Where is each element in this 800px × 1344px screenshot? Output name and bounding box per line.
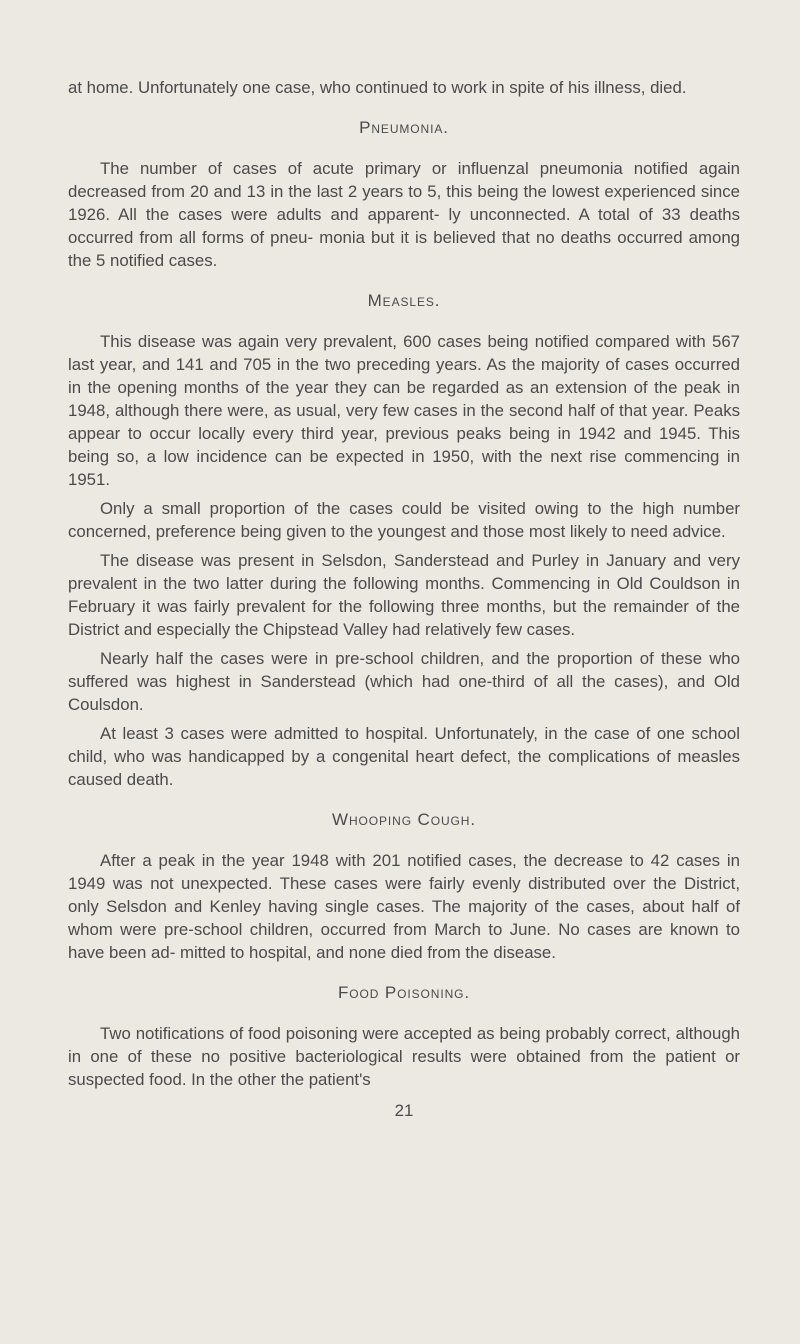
paragraph: Only a small proportion of the cases could be visited owing to the high number concerned, preference being given to the youngest and those most likely to need advice.	[68, 499, 740, 541]
paragraph: This disease was again very prevalent, 600 cases being notified compared with 567 last year, and 141 and 705 in the two preceding years. As the majority of cases occurred in the opening months of the year they can be regarded as an extension of the peak in 1948, although there were, as usual, very few cases in the second half of that year. Peaks appear to occur locally every third year, previous peaks being in 1942 and 1945. This being so, a low incidence can be expected in 1950, with the next rise commencing in 1951.	[68, 332, 740, 489]
page-content	[68, 76, 740, 1122]
section-heading-pneumonia: Pneumonia.	[359, 118, 449, 137]
paragraph: After a peak in the year 1948 with 201 notified cases, the decrease to 42 cases in 1949 was not unexpected. These cases were fairly evenly distributed over the District, only Selsdon and Kenley having single cases. The majority of the cases, about half of whom were pre-school children, occurred from March to June. No cases are known to have been ad- mitted to hospital, and none died from the disease.	[68, 851, 740, 962]
section-heading-whooping-cough: Whooping Cough.	[332, 810, 476, 829]
paragraph: Nearly half the cases were in pre-school children, and the proportion of these who suffered was highest in Sanderstead (which had one-third of all the cases), and Old Coulsdon.	[68, 649, 740, 714]
paragraph: The number of cases of acute primary or influenzal pneumonia notified again decreased from 20 and 13 in the last 2 years to 5, this being the lowest experienced since 1926. All the cases were adults and apparent- ly unconnected. A total of 33 deaths occurred from all forms of pneu- monia but it is believed that no deaths occurred among the 5 notified cases.	[68, 159, 740, 270]
page-number: 21	[394, 1101, 414, 1120]
paragraph: The disease was present in Selsdon, Sanderstead and Purley in January and very prevalent in the two latter during the following months. Commencing in Old Couldson in February it was fairly prevalent for the following three months, but the remainder of the District and especially the Chipstead Valley had relatively few cases.	[68, 551, 740, 639]
intro-paragraph: at home. Unfortunately one case, who continued to work in spite of his illness, died.	[68, 78, 687, 97]
paragraph: At least 3 cases were admitted to hospital. Unfortunately, in the case of one school child, who was handicapped by a congenital heart defect, the complications of measles caused death.	[68, 724, 740, 789]
paragraph: Two notifications of food poisoning were accepted as being probably correct, although in one of these no positive bacteriological results were obtained from the patient or suspected food. In the other the patient's	[68, 1024, 740, 1089]
section-heading-measles: Measles.	[367, 291, 441, 310]
section-heading-food-poisoning: Food Poisoning.	[337, 983, 470, 1002]
